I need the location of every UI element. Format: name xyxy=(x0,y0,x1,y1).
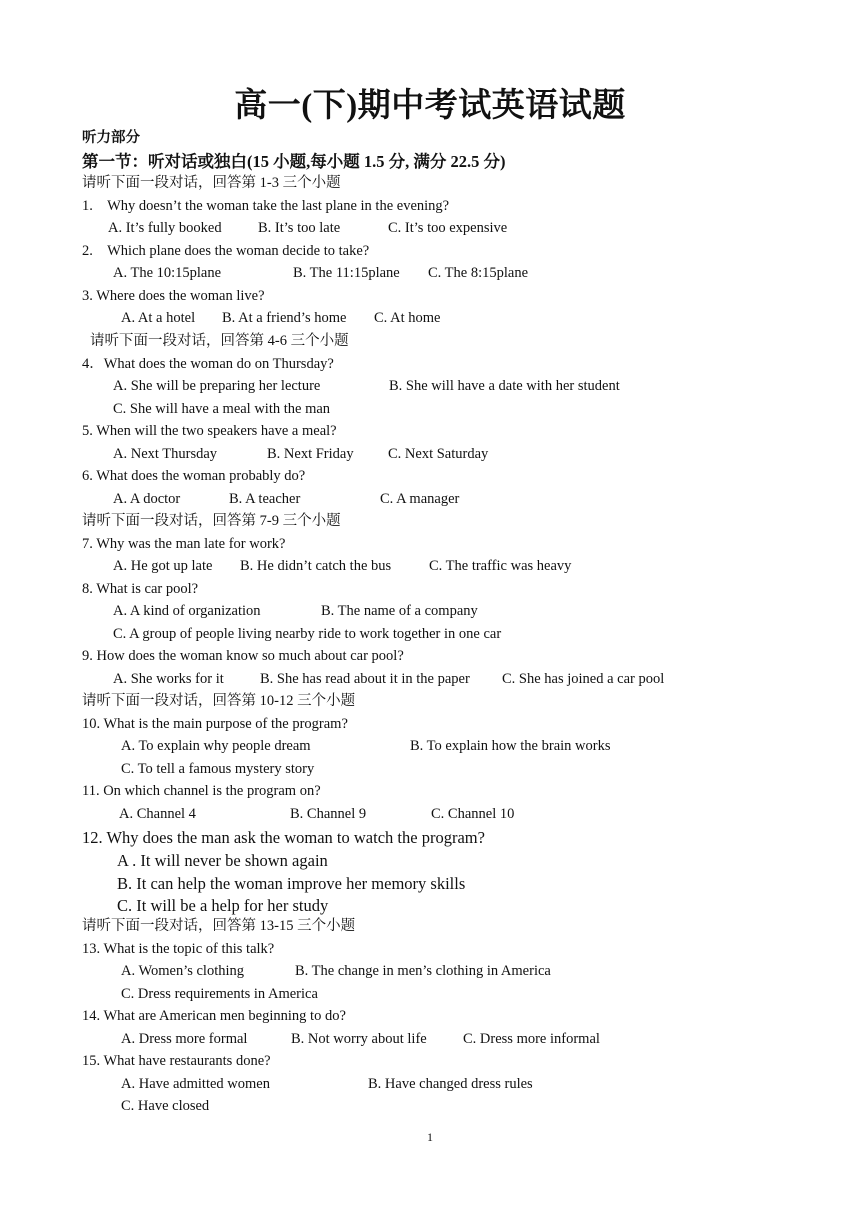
question-line: 11. On which channel is the program on? xyxy=(82,783,321,799)
instruction-line: 请听下面一段对话，回答第 4-6 三个小题 xyxy=(90,333,349,349)
option-line: C. At home xyxy=(374,310,441,326)
option-line: B. Not worry about life xyxy=(291,1031,427,1047)
instruction-line: 请听下面一段对话，回答第 13-15 三个小题 xyxy=(82,918,356,934)
question-line: 3. Where does the woman live? xyxy=(82,288,265,304)
option-line: B. It can help the woman improve her memory skills xyxy=(117,874,466,893)
option-line: A. Next Thursday xyxy=(113,446,218,462)
option-line: A. He got up late xyxy=(113,558,213,574)
instruction-line: 请听下面一段对话，回答第 10-12 三个小题 xyxy=(82,693,356,709)
question-line: 6. What does the woman probably do? xyxy=(82,468,306,484)
question-line: 5. When will the two speakers have a meal? xyxy=(82,423,337,439)
instruction-line: 请听下面一段对话，回答第 7-9 三个小题 xyxy=(82,513,341,529)
option-line: C. Have closed xyxy=(121,1098,210,1114)
option-line: C. She will have a meal with the man xyxy=(113,401,331,417)
question-line: 10. What is the main purpose of the program? xyxy=(82,716,348,732)
option-line: A. A doctor xyxy=(113,491,181,507)
option-line: B. The name of a company xyxy=(321,603,478,619)
option-line: B. The change in men’s clothing in America xyxy=(295,963,551,979)
question-line: 2. Which plane does the woman decide to take? xyxy=(82,243,370,259)
option-line: B. At a friend’s home xyxy=(222,310,347,326)
page-number: 1 xyxy=(427,1130,433,1144)
option-line: A. Dress more formal xyxy=(121,1031,248,1047)
question-line: 15. What have restaurants done? xyxy=(82,1053,271,1069)
question-line: 14. What are American men beginning to do? xyxy=(82,1008,346,1024)
section-label: 听力部分 xyxy=(82,130,140,146)
option-line: A . It will never be shown again xyxy=(117,851,328,870)
option-line: C. A manager xyxy=(380,491,460,507)
option-line: C. To tell a famous mystery story xyxy=(121,761,315,777)
option-line: A. To explain why people dream xyxy=(121,738,311,754)
option-line: B. She will have a date with her student xyxy=(389,378,620,394)
option-line: C. It will be a help for her study xyxy=(117,896,329,915)
option-line: C. She has joined a car pool xyxy=(502,671,665,687)
option-line: B. Next Friday xyxy=(267,446,354,462)
question-line: 8. What is car pool? xyxy=(82,581,199,597)
option-line: C. Next Saturday xyxy=(388,446,489,462)
option-line: B. He didn’t catch the bus xyxy=(240,558,392,574)
option-line: C. It’s too expensive xyxy=(388,220,508,236)
option-line: B. The 11:15plane xyxy=(293,265,400,281)
section-heading: 第一节：听对话或独白(15 小题,每小题 1.5 分, 满分 22.5 分) xyxy=(82,152,506,171)
option-line: B. A teacher xyxy=(229,491,301,507)
question-line: 4．What does the woman do on Thursday? xyxy=(82,356,334,372)
option-line: B. She has read about it in the paper xyxy=(260,671,470,687)
option-line: C. A group of people living nearby ride to work together in one car xyxy=(113,626,502,642)
option-line: C. The 8:15plane xyxy=(428,265,529,281)
option-line: A. A kind of organization xyxy=(113,603,261,619)
exam-title: 高一(下)期中考试英语试题 xyxy=(234,88,626,124)
option-line: C. The traffic was heavy xyxy=(429,558,572,574)
option-line: B. To explain how the brain works xyxy=(410,738,611,754)
option-line: B. Channel 9 xyxy=(290,806,367,822)
option-line: A. She works for it xyxy=(113,671,224,687)
question-line: 7. Why was the man late for work? xyxy=(82,536,286,552)
option-line: B. It’s too late xyxy=(258,220,341,236)
question-line: 1. Why doesn’t the woman take the last plane in the evening? xyxy=(82,198,450,214)
option-line: A. The 10:15plane xyxy=(113,265,222,281)
question-line: 13. What is the topic of this talk? xyxy=(82,941,275,957)
option-line: B. Have changed dress rules xyxy=(368,1076,533,1092)
option-line: A. Women’s clothing xyxy=(121,963,245,979)
option-line: A. It’s fully booked xyxy=(108,220,222,236)
option-line: A. Channel 4 xyxy=(119,806,196,822)
question-line: 9. How does the woman know so much about car pool? xyxy=(82,648,404,664)
option-line: A. She will be preparing her lecture xyxy=(113,378,321,394)
question-line: 12. Why does the man ask the woman to watch the program? xyxy=(82,828,485,847)
option-line: C. Dress requirements in America xyxy=(121,986,318,1002)
option-line: A. At a hotel xyxy=(121,310,196,326)
option-line: C. Channel 10 xyxy=(431,806,515,822)
instruction-line: 请听下面一段对话，回答第 1-3 三个小题 xyxy=(82,175,341,191)
option-line: C. Dress more informal xyxy=(463,1031,600,1047)
option-line: A. Have admitted women xyxy=(121,1076,270,1092)
